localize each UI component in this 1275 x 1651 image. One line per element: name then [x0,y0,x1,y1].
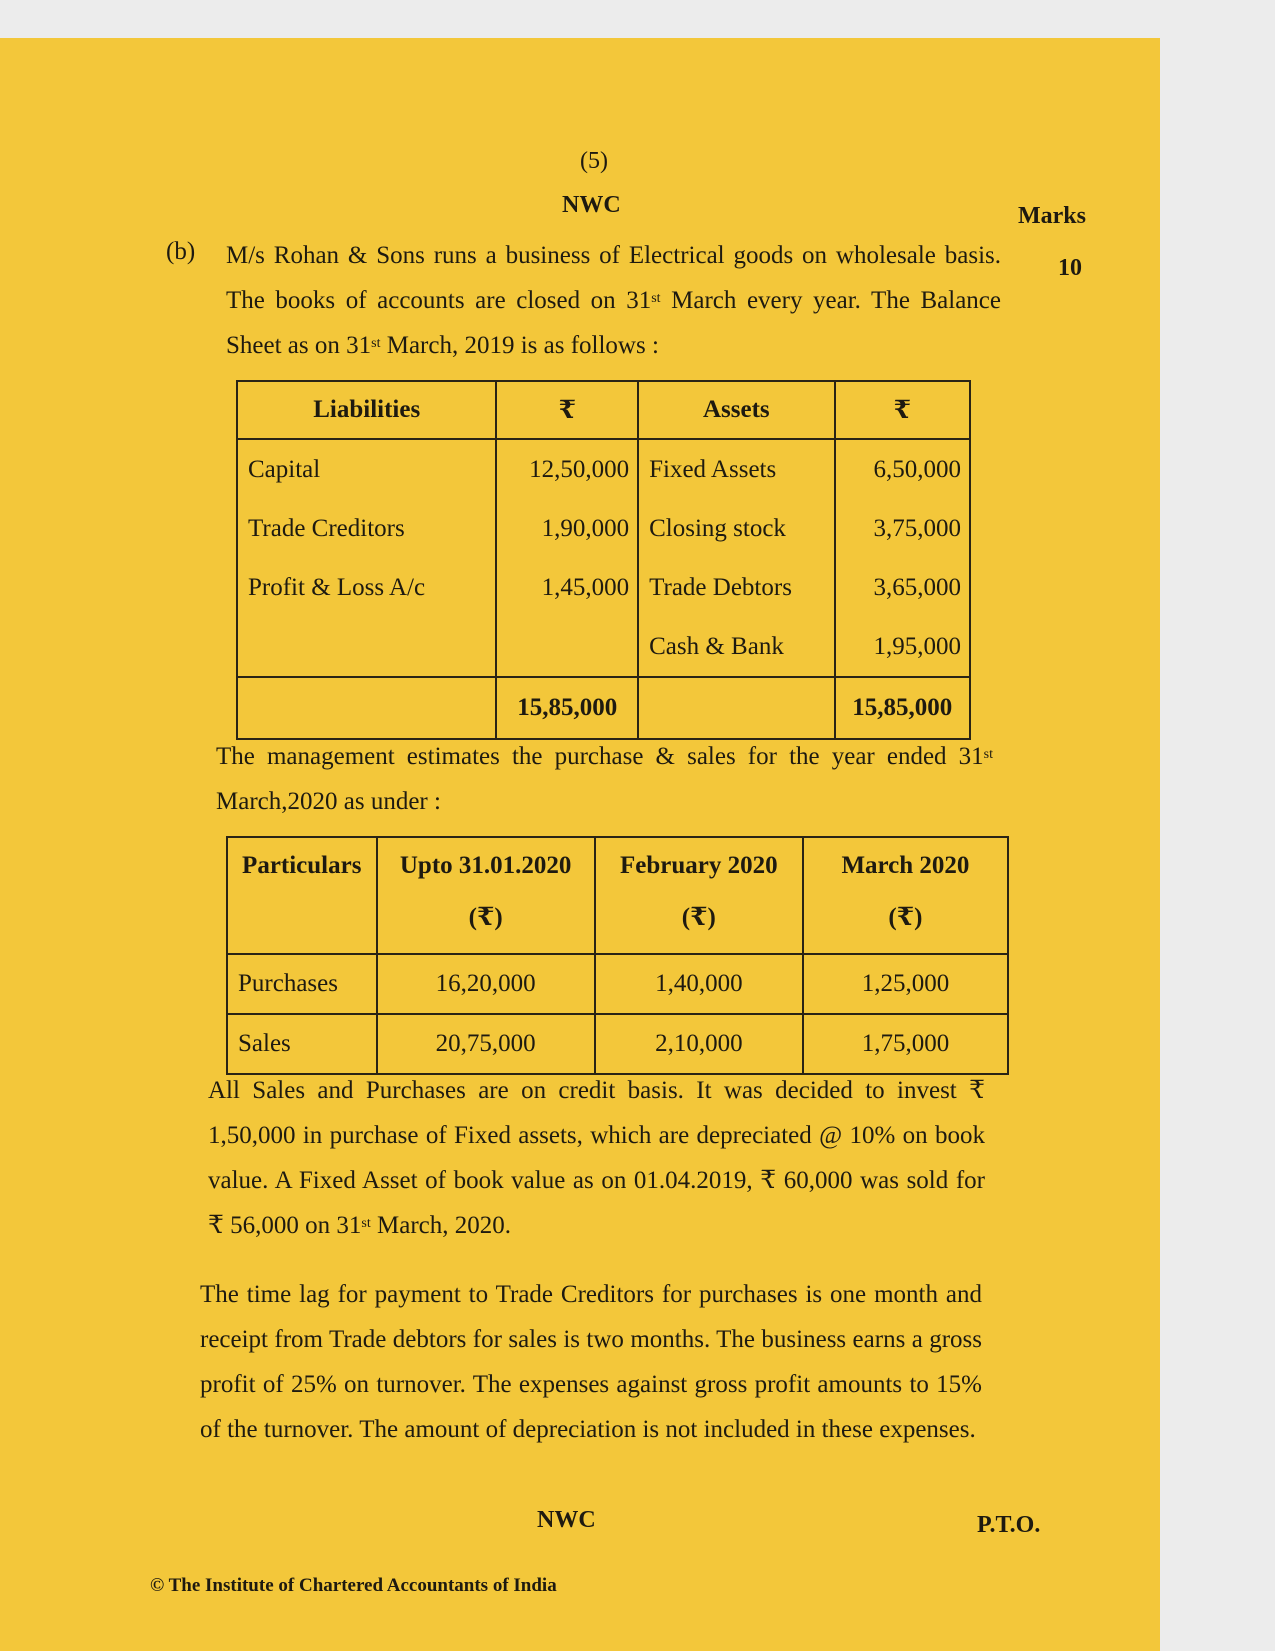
particular-name: Purchases [227,954,377,1014]
balance-sheet-header-row [237,381,970,439]
col-header-rupee: ₹ [496,381,638,439]
copyright-notice: © The Institute of Chartered Accountants of India [150,1575,557,1596]
asset-name: Closing stock [638,499,834,558]
question-intro: M/s Rohan & Sons runs a business of Electrical goods on wholesale basis. The books of accounts are closed on 31st March every year. The Balance Sheet as on 31st March, 2019 is as follows : [226,242,1001,359]
liability-name: Capital [237,439,496,499]
table-row [237,617,970,677]
table-row [227,1014,1008,1074]
marks-label: Marks [1018,203,1086,229]
liability-name [237,617,496,677]
table-row [227,954,1008,1014]
investment-paragraph: All Sales and Purchases are on credit basis. It was decided to invest ₹ 1,50,000 in purchase of Fixed assets, which are depreciated @ 10% on book value. A Fixed Asset of book value as on 01.04.2019, ₹ 60,000 was sold for ₹ 56,000 on 31st March, 2020. [208,1077,985,1239]
page-number: (5) [580,148,608,174]
paper-code-footer: NWC [537,1507,596,1533]
col-header-liabilities: Liabilities [237,381,496,439]
particular-name: Sales [227,1014,377,1074]
col-header-march: March 2020 (₹) [803,837,1008,954]
liability-amount: 1,90,000 [496,499,638,558]
asset-name: Cash & Bank [638,617,834,677]
amount-cell: 2,10,000 [595,1014,803,1074]
balance-sheet-total-row [237,677,970,739]
liability-name: Profit & Loss A/c [237,558,496,617]
pto-label: P.T.O. [977,1512,1041,1538]
liability-amount: 1,45,000 [496,558,638,617]
asset-amount: 3,75,000 [835,499,970,558]
table-row [237,499,970,558]
asset-amount: 1,95,000 [835,617,970,677]
col-header-upto-jan: Upto 31.01.2020 (₹) [377,837,595,954]
asset-amount: 6,50,000 [835,439,970,499]
table-row [237,439,970,499]
asset-amount: 3,65,000 [835,558,970,617]
amount-cell: 16,20,000 [377,954,595,1014]
amount-cell: 1,75,000 [803,1014,1008,1074]
total-blank [237,677,496,739]
liabilities-total: 15,85,000 [496,677,638,739]
liability-amount [496,617,638,677]
col-header-assets: Assets [638,381,834,439]
question-label: (b) [166,238,196,265]
time-lag-paragraph: The time lag for payment to Trade Creditors for purchases is one month and receipt from Trade debtors for sales is two months. The business earns a gross profit of 25% on turnover. The expenses against gross profit amounts to 15% of the turnover. The amount of depreciation is not included in these expenses. [200,1281,982,1443]
liability-name: Trade Creditors [237,499,496,558]
assets-total: 15,85,000 [835,677,970,739]
col-header-particulars: Particulars [227,837,377,954]
estimate-table [226,836,1009,1075]
estimate-header-row [227,837,1008,954]
table-row [237,558,970,617]
amount-cell: 20,75,000 [377,1014,595,1074]
col-header-rupee: ₹ [835,381,970,439]
asset-name: Trade Debtors [638,558,834,617]
amount-cell: 1,25,000 [803,954,1008,1014]
paper-code-header: NWC [562,192,621,218]
liability-amount: 12,50,000 [496,439,638,499]
total-blank [638,677,834,739]
col-header-february: February 2020 (₹) [595,837,803,954]
asset-name: Fixed Assets [638,439,834,499]
amount-cell: 1,40,000 [595,954,803,1014]
marks-value: 10 [1058,255,1082,281]
balance-sheet-table [236,380,971,740]
estimate-intro: The management estimates the purchase & sales for the year ended 31st March,2020 as under : [216,743,993,815]
